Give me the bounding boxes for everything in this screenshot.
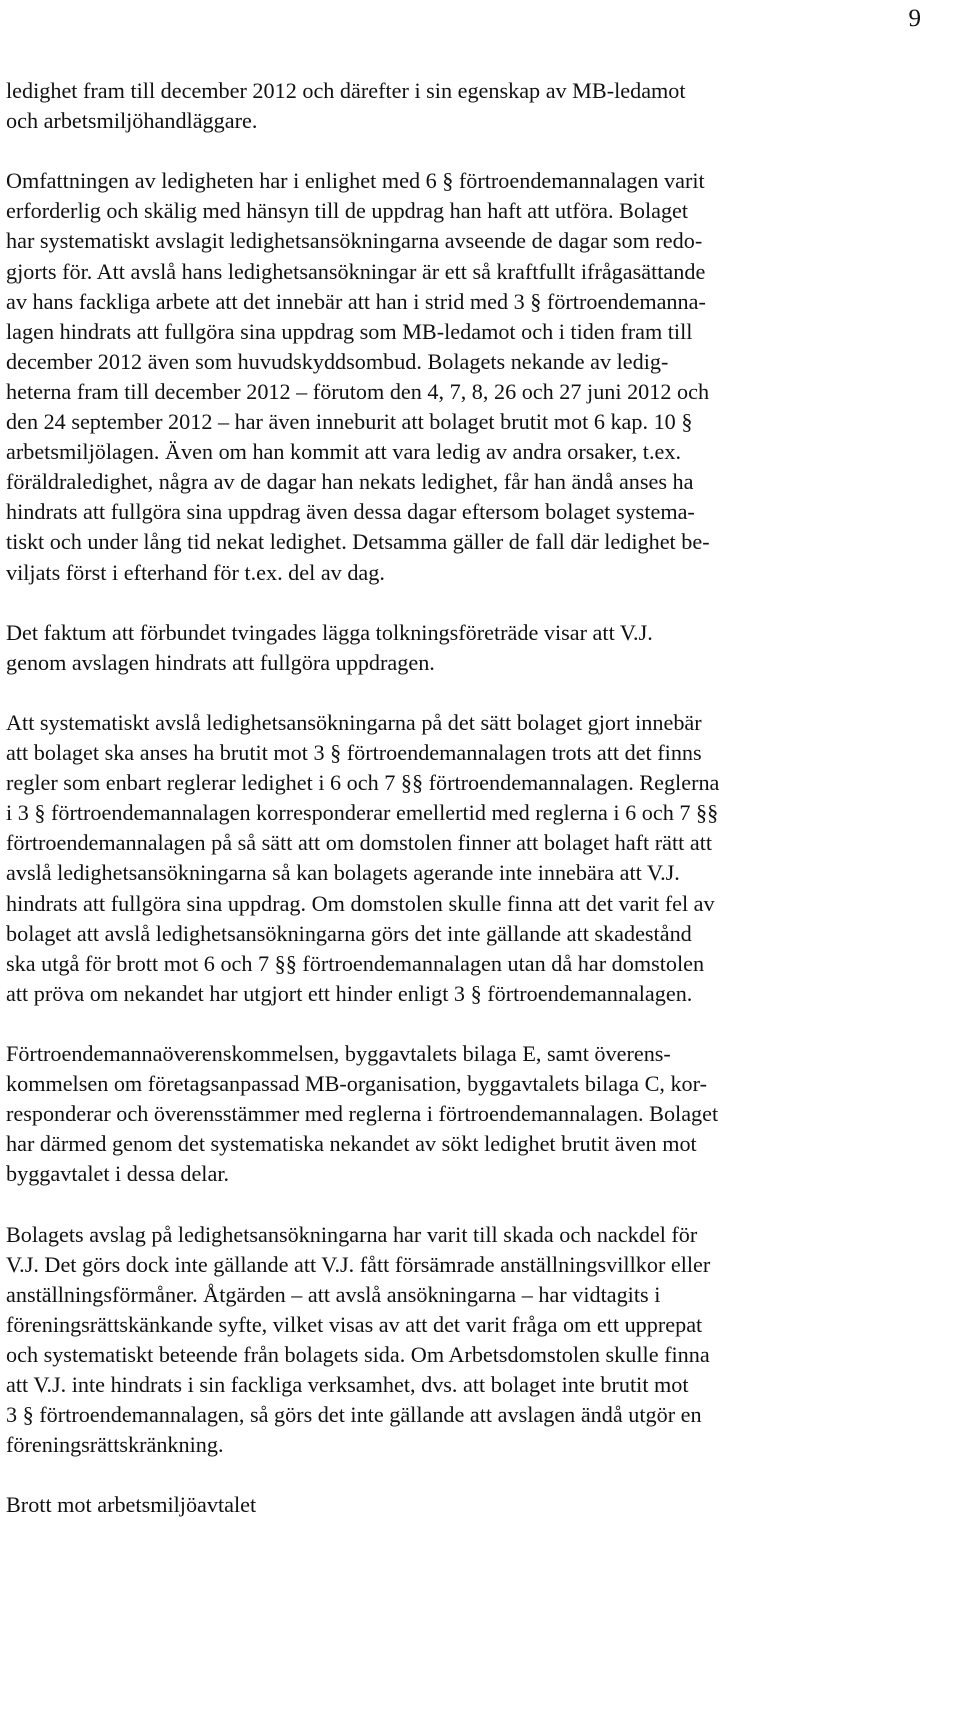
text-line: att V.J. inte hindrats i sin fackliga verksamhet, dvs. att bolaget inte brutit mot — [6, 1372, 689, 1398]
text-line: och systematiskt beteende från bolagets sida. Om Arbetsdomstolen skulle finna — [6, 1341, 710, 1367]
text-line: lagen hindrats att fullgöra sina uppdrag som MB-ledamot och i tiden fram till — [6, 318, 693, 344]
document-body — [6, 76, 954, 1521]
text-line: Att systematiskt avslå ledighetsansökningarna på det sätt bolaget gjort innebär — [6, 709, 702, 735]
paragraph-3 — [6, 618, 954, 678]
paragraph-1 — [6, 76, 954, 136]
text-line: att bolaget ska anses ha brutit mot 3 § förtroendemannalagen trots att det finns — [6, 740, 702, 766]
text-line: byggavtalet i dessa delar. — [6, 1161, 230, 1187]
text-line: avslå ledighetsansökningarna så kan bolagets agerande inte innebära att V.J. — [6, 860, 680, 886]
text-line: december 2012 även som huvudskyddsombud. Bolagets nekande av ledig- — [6, 348, 669, 374]
paragraph-5 — [6, 1039, 954, 1189]
page-number: 9 — [908, 5, 921, 32]
text-line: föräldraledighet, några av de dagar han nekats ledighet, får han ändå anses ha — [6, 469, 694, 495]
text-line: att pröva om nekandet har utgjort ett hinder enligt 3 § förtroendemannalagen. — [6, 980, 693, 1006]
paragraph-4 — [6, 708, 954, 1009]
text-line: och arbetsmiljöhandläggare. — [6, 108, 258, 134]
section-heading: Brott mot arbetsmiljöavtalet — [6, 1492, 257, 1518]
text-line: 3 § förtroendemannalagen, så görs det inte gällande att avslagen ändå utgör en — [6, 1402, 702, 1428]
text-line: den 24 september 2012 – har även inneburit att bolaget brutit mot 6 kap. 10 § — [6, 409, 693, 435]
text-line: Det faktum att förbundet tvingades lägga tolkningsföreträde visar att V.J. — [6, 619, 653, 645]
text-line: anställningsförmåner. Åtgärden – att avslå ansökningarna – har vidtagits i — [6, 1281, 661, 1307]
paragraph-6 — [6, 1220, 954, 1461]
text-line: tiskt och under lång tid nekat ledighet. Detsamma gäller de fall där ledighet be- — [6, 529, 710, 555]
text-line: kommelsen om företagsanpassad MB-organisation, byggavtalets bilaga C, kor- — [6, 1071, 707, 1097]
text-line: har därmed genom det systematiska nekandet av sökt ledighet brutit även mot — [6, 1131, 697, 1157]
text-line: heterna fram till december 2012 – förutom den 4, 7, 8, 26 och 27 juni 2012 och — [6, 378, 710, 404]
text-line: Omfattningen av ledigheten har i enlighet med 6 § förtroendemannalagen varit — [6, 168, 705, 194]
text-line: regler som enbart reglerar ledighet i 6 och 7 §§ förtroendemannalagen. Reglerna — [6, 770, 720, 796]
text-line: responderar och överensstämmer med reglerna i förtroendemannalagen. Bolaget — [6, 1101, 719, 1127]
text-line: arbetsmiljölagen. Även om han kommit att vara ledig av andra orsaker, t.ex. — [6, 439, 681, 465]
text-line: viljats först i efterhand för t.ex. del av dag. — [6, 559, 385, 585]
text-line: har systematiskt avslagit ledighetsansökningarna avseende de dagar som redo- — [6, 228, 703, 254]
text-line: Förtroendemannaöverenskommelsen, byggavtalets bilaga E, samt överens- — [6, 1041, 671, 1066]
text-line: erforderlig och skälig med hänsyn till de uppdrag han haft att utföra. Bolaget — [6, 198, 689, 224]
text-line: genom avslagen hindrats att fullgöra uppdragen. — [6, 649, 435, 675]
text-line: V.J. Det görs dock inte gällande att V.J. fått försämrade anställningsvillkor eller — [6, 1251, 711, 1277]
text-line: förtroendemannalagen på så sätt att om domstolen finner att bolaget haft rätt att — [6, 830, 713, 856]
text-line: hindrats att fullgöra sina uppdrag. Om domstolen skulle finna att det varit fel av — [6, 890, 715, 916]
text-line: föreningsrättskränkning. — [6, 1432, 224, 1458]
text-line: Bolagets avslag på ledighetsansökningarna har varit till skada och nackdel för — [6, 1221, 698, 1247]
text-line: gjorts för. Att avslå hans ledighetsansökningar är ett så kraftfullt ifrågasättande — [6, 258, 706, 284]
text-line: hindrats att fullgöra sina uppdrag även dessa dagar eftersom bolaget systema- — [6, 499, 695, 525]
text-line: föreningsrättskänkande syfte, vilket visas av att det varit fråga om ett upprepat — [6, 1311, 703, 1337]
text-line: i 3 § förtroendemannalagen korresponderar emellertid med reglerna i 6 och 7 §§ — [6, 800, 719, 826]
text-line: ska utgå för brott mot 6 och 7 §§ förtroendemannalagen utan då har domstolen — [6, 950, 705, 976]
text-line: av hans fackliga arbete att det innebär att han i strid med 3 § förtroendemanna- — [6, 288, 706, 314]
text-line: bolaget att avslå ledighetsansökningarna görs det inte gällande att skadestånd — [6, 920, 692, 946]
paragraph-2 — [6, 166, 954, 587]
text-line: ledighet fram till december 2012 och därefter i sin egenskap av MB-ledamot — [6, 78, 686, 103]
